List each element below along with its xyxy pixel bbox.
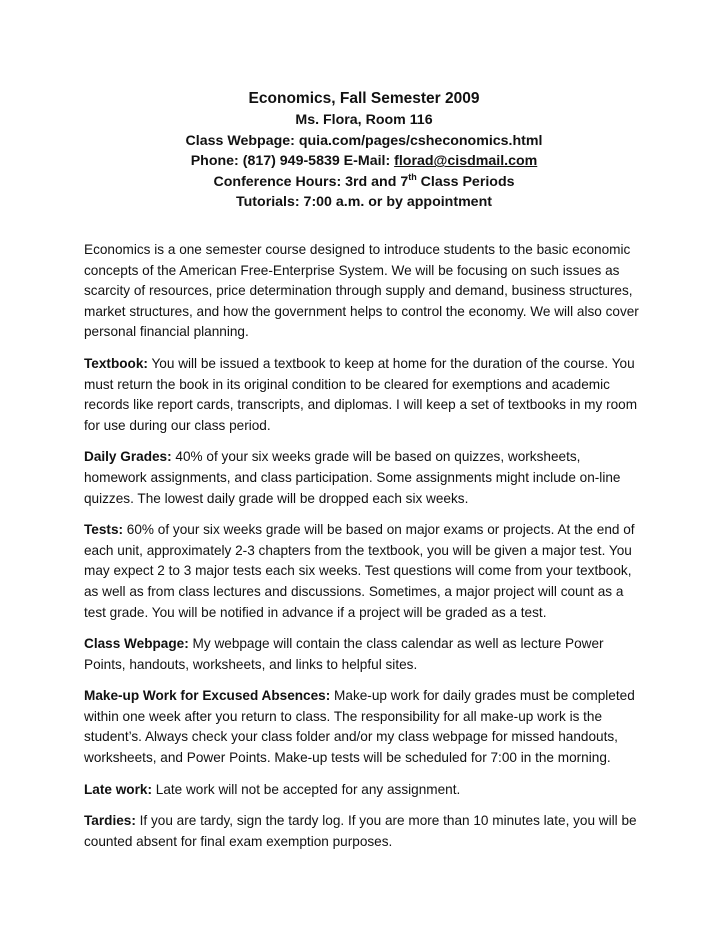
conference-hours: [0, 172, 728, 193]
tests-paragraph: [84, 520, 644, 623]
section-text: If you are tardy, sign the tardy log. If you are more than 10 minutes late, you will be counted absent for final exam exemption purposes.: [84, 813, 637, 849]
syllabus-header: [0, 88, 728, 213]
section-text: You will be issued a textbook to keep at home for the duration of the course. You must return the book in its original condition to be cleared for exemptions and academic records like report cards, transcripts, and diplomas. I will keep a set of textbooks in my room for use during our class period.: [84, 355, 638, 433]
teacher-room: Ms. Flora, Room 116: [295, 112, 433, 128]
syllabus-body: [84, 240, 644, 863]
textbook-paragraph: [84, 354, 644, 436]
section-text: My webpage will contain the class calendar as well as lecture Power Points, handouts, worksheets, and links to helpful sites.: [84, 636, 604, 672]
email-link[interactable]: florad@cisdmail.com: [394, 153, 538, 170]
daily-grades-paragraph: [84, 447, 644, 509]
tardies-paragraph: [84, 811, 644, 852]
class-webpage-paragraph: [84, 634, 644, 675]
section-label: Make-up Work for Excused Absences:: [84, 688, 331, 704]
section-label: Textbook:: [84, 355, 148, 371]
section-label: Late work:: [84, 781, 152, 797]
section-text: Late work will not be accepted for any assignment.: [151, 781, 461, 797]
section-text: 40% of your six weeks grade will be based on quizzes, worksheets, homework assignments, and class participation. Some assignments might include on-line quizzes. The lowest daily grade will be dropped each six weeks.: [84, 449, 621, 506]
late-work-paragraph: [84, 780, 644, 801]
section-label: Tests:: [84, 522, 124, 538]
phone-text: Phone: (817) 949-5839 E-Mail:: [190, 153, 395, 170]
section-text: 60% of your six weeks grade will be based on major exams or projects. At the end of each unit, approximately 2-3 chapters from the textbook, you will be given a major test. You may expect 2 to 3 major tests each six weeks. Test questions will come from your textbook, as well as from class lectures and discussions. Sometimes, a major project will count as a test grade. You will be notified in advance if a project will be graded as a test.: [84, 522, 635, 620]
intro-paragraph: Economics is a one semester course designed to introduce students to the basic economic concepts of the American Free-Enterprise System. We will be focusing on such issues as scarcity of resources, price determination through supply and demand, business structures, market structures, and how the government helps to control the economy. We will also cover personal financial planning.: [84, 242, 639, 340]
makeup-work-paragraph: [84, 686, 644, 768]
section-label: Tardies:: [84, 813, 136, 829]
section-label: Daily Grades:: [84, 449, 172, 465]
section-label: Class Webpage:: [84, 636, 189, 652]
contact-line: [0, 151, 728, 172]
tutorials-line: Tutorials: 7:00 a.m. or by appointment: [236, 194, 492, 211]
class-webpage-line: Class Webpage: quia.com/pages/csheconomics.html: [185, 132, 543, 149]
course-title: Economics, Fall Semester 2009: [248, 90, 480, 107]
conference-text: Conference Hours: 3rd and 7: [213, 173, 409, 190]
conference-suffix: Class Periods: [416, 173, 515, 190]
ordinal-suffix: th: [408, 171, 417, 182]
section-text: Make-up work for daily grades must be completed within one week after you return to class. The responsibility for all make-up work is the student’s. Always check your class folder and/or my class webpage for missed handouts, worksheets, and Power Points. Make-up tests will be scheduled for 7:00 in the morning.: [84, 688, 635, 766]
